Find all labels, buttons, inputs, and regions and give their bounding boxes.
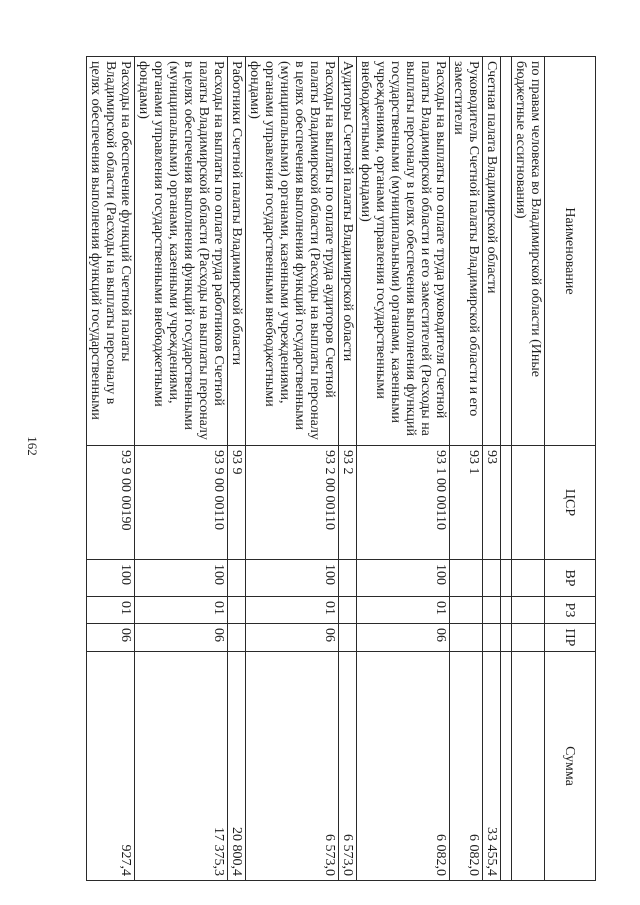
row-csr: 93 9 00 00190 [87, 446, 135, 560]
row-vr [450, 560, 483, 597]
table-row [501, 57, 512, 881]
row-csr: 93 2 00 00110 [246, 446, 339, 560]
row-vr: 100 [135, 560, 228, 597]
row-rz [228, 597, 246, 624]
table-header-row [545, 57, 596, 881]
row-sum [512, 652, 545, 881]
table-row [450, 57, 483, 881]
row-sum: 6 573,0 [246, 652, 339, 881]
row-pr: 06 [357, 624, 450, 652]
row-rz [483, 597, 501, 624]
row-pr: 06 [87, 624, 135, 652]
row-pr [501, 624, 512, 652]
row-name: Аудиторы Счетной палаты Владимирской области [339, 57, 357, 446]
row-vr: 100 [357, 560, 450, 597]
table-row [228, 57, 246, 881]
header-vr: ВР [545, 560, 596, 597]
row-rz [501, 597, 512, 624]
row-pr: 06 [246, 624, 339, 652]
row-csr: 93 9 00 00110 [135, 446, 228, 560]
row-sum [501, 652, 512, 881]
row-rz [512, 597, 545, 624]
row-name: Счетная палата Владимирской области [483, 57, 501, 446]
row-vr: 100 [87, 560, 135, 597]
row-pr [228, 624, 246, 652]
row-vr [501, 560, 512, 597]
row-rz [450, 597, 483, 624]
header-name: Наименование [545, 57, 596, 446]
table-row [483, 57, 501, 881]
row-rz: 01 [87, 597, 135, 624]
row-csr: 93 9 [228, 446, 246, 560]
row-vr [339, 560, 357, 597]
rotated-page-content [64, 56, 596, 880]
row-pr [450, 624, 483, 652]
row-pr: 06 [135, 624, 228, 652]
row-name: Работники Счетной палаты Владимирской области [228, 57, 246, 446]
row-sum: 20 800,4 [228, 652, 246, 881]
budget-table [86, 56, 596, 881]
row-pr [339, 624, 357, 652]
row-csr: 93 1 [450, 446, 483, 560]
row-name: Расходы на обеспечение функций Счетной палаты Владимирской области (Расходы на выплаты персоналу в целях обеспечения выполнения функций государственными [87, 57, 135, 446]
header-csr: ЦСР [545, 446, 596, 560]
row-vr [483, 560, 501, 597]
row-sum: 17 375,3 [135, 652, 228, 881]
row-sum: 6 082,0 [357, 652, 450, 881]
table-row [135, 57, 228, 881]
row-csr: 93 2 [339, 446, 357, 560]
table-row [512, 57, 545, 881]
row-pr [512, 624, 545, 652]
table-row [339, 57, 357, 881]
row-name: Расходы на выплаты по оплате труда руководителя Счетной палаты Владимирской области и его заместителей (Расходы на выплаты персоналу в целях обеспечения выполнения функций государственными (муниципальными) органами, казенными учреждениями, органами управления государственными внебюджетными фондами) [357, 57, 450, 446]
header-sum: Сумма [545, 652, 596, 881]
row-vr: 100 [246, 560, 339, 597]
row-name: по правам человека во Владимирской области (Иные бюджетные ассигнования) [512, 57, 545, 446]
row-rz: 01 [246, 597, 339, 624]
row-sum: 33 455,4 [483, 652, 501, 881]
row-rz: 01 [135, 597, 228, 624]
header-rz: РЗ [545, 597, 596, 624]
row-name: Руководитель Счетной палаты Владимирской области и его заместители [450, 57, 483, 446]
row-vr [228, 560, 246, 597]
row-vr [512, 560, 545, 597]
row-csr [501, 446, 512, 560]
row-name [501, 57, 512, 446]
row-sum: 6 573,0 [339, 652, 357, 881]
header-pr: ПР [545, 624, 596, 652]
row-rz: 01 [357, 597, 450, 624]
row-rz [339, 597, 357, 624]
row-sum: 6 082,0 [450, 652, 483, 881]
row-sum: 927,4 [87, 652, 135, 881]
row-csr: 93 1 00 00110 [357, 446, 450, 560]
row-name: Расходы на выплаты по оплате труда аудиторов Счетной палаты Владимирской области (Расходы на выплаты персоналу в целях обеспечения выполнения функций государственными (муниципальными) органами, казенными учреждениями, органами управления государственными внебюджетными фондами) [246, 57, 339, 446]
row-pr [483, 624, 501, 652]
row-name: Расходы на выплаты по оплате труда работников Счетной палаты Владимирской области (Расходы на выплаты персоналу в целях обеспечения выполнения функций государственными (муниципальными) органами, казенными учреждениями, органами управления государственными внебюджетными фондами) [135, 57, 228, 446]
table-row [357, 57, 450, 881]
table-row [246, 57, 339, 881]
page-number: 162 [25, 436, 40, 456]
table-row [87, 57, 135, 881]
row-csr [512, 446, 545, 560]
row-csr: 93 [483, 446, 501, 560]
